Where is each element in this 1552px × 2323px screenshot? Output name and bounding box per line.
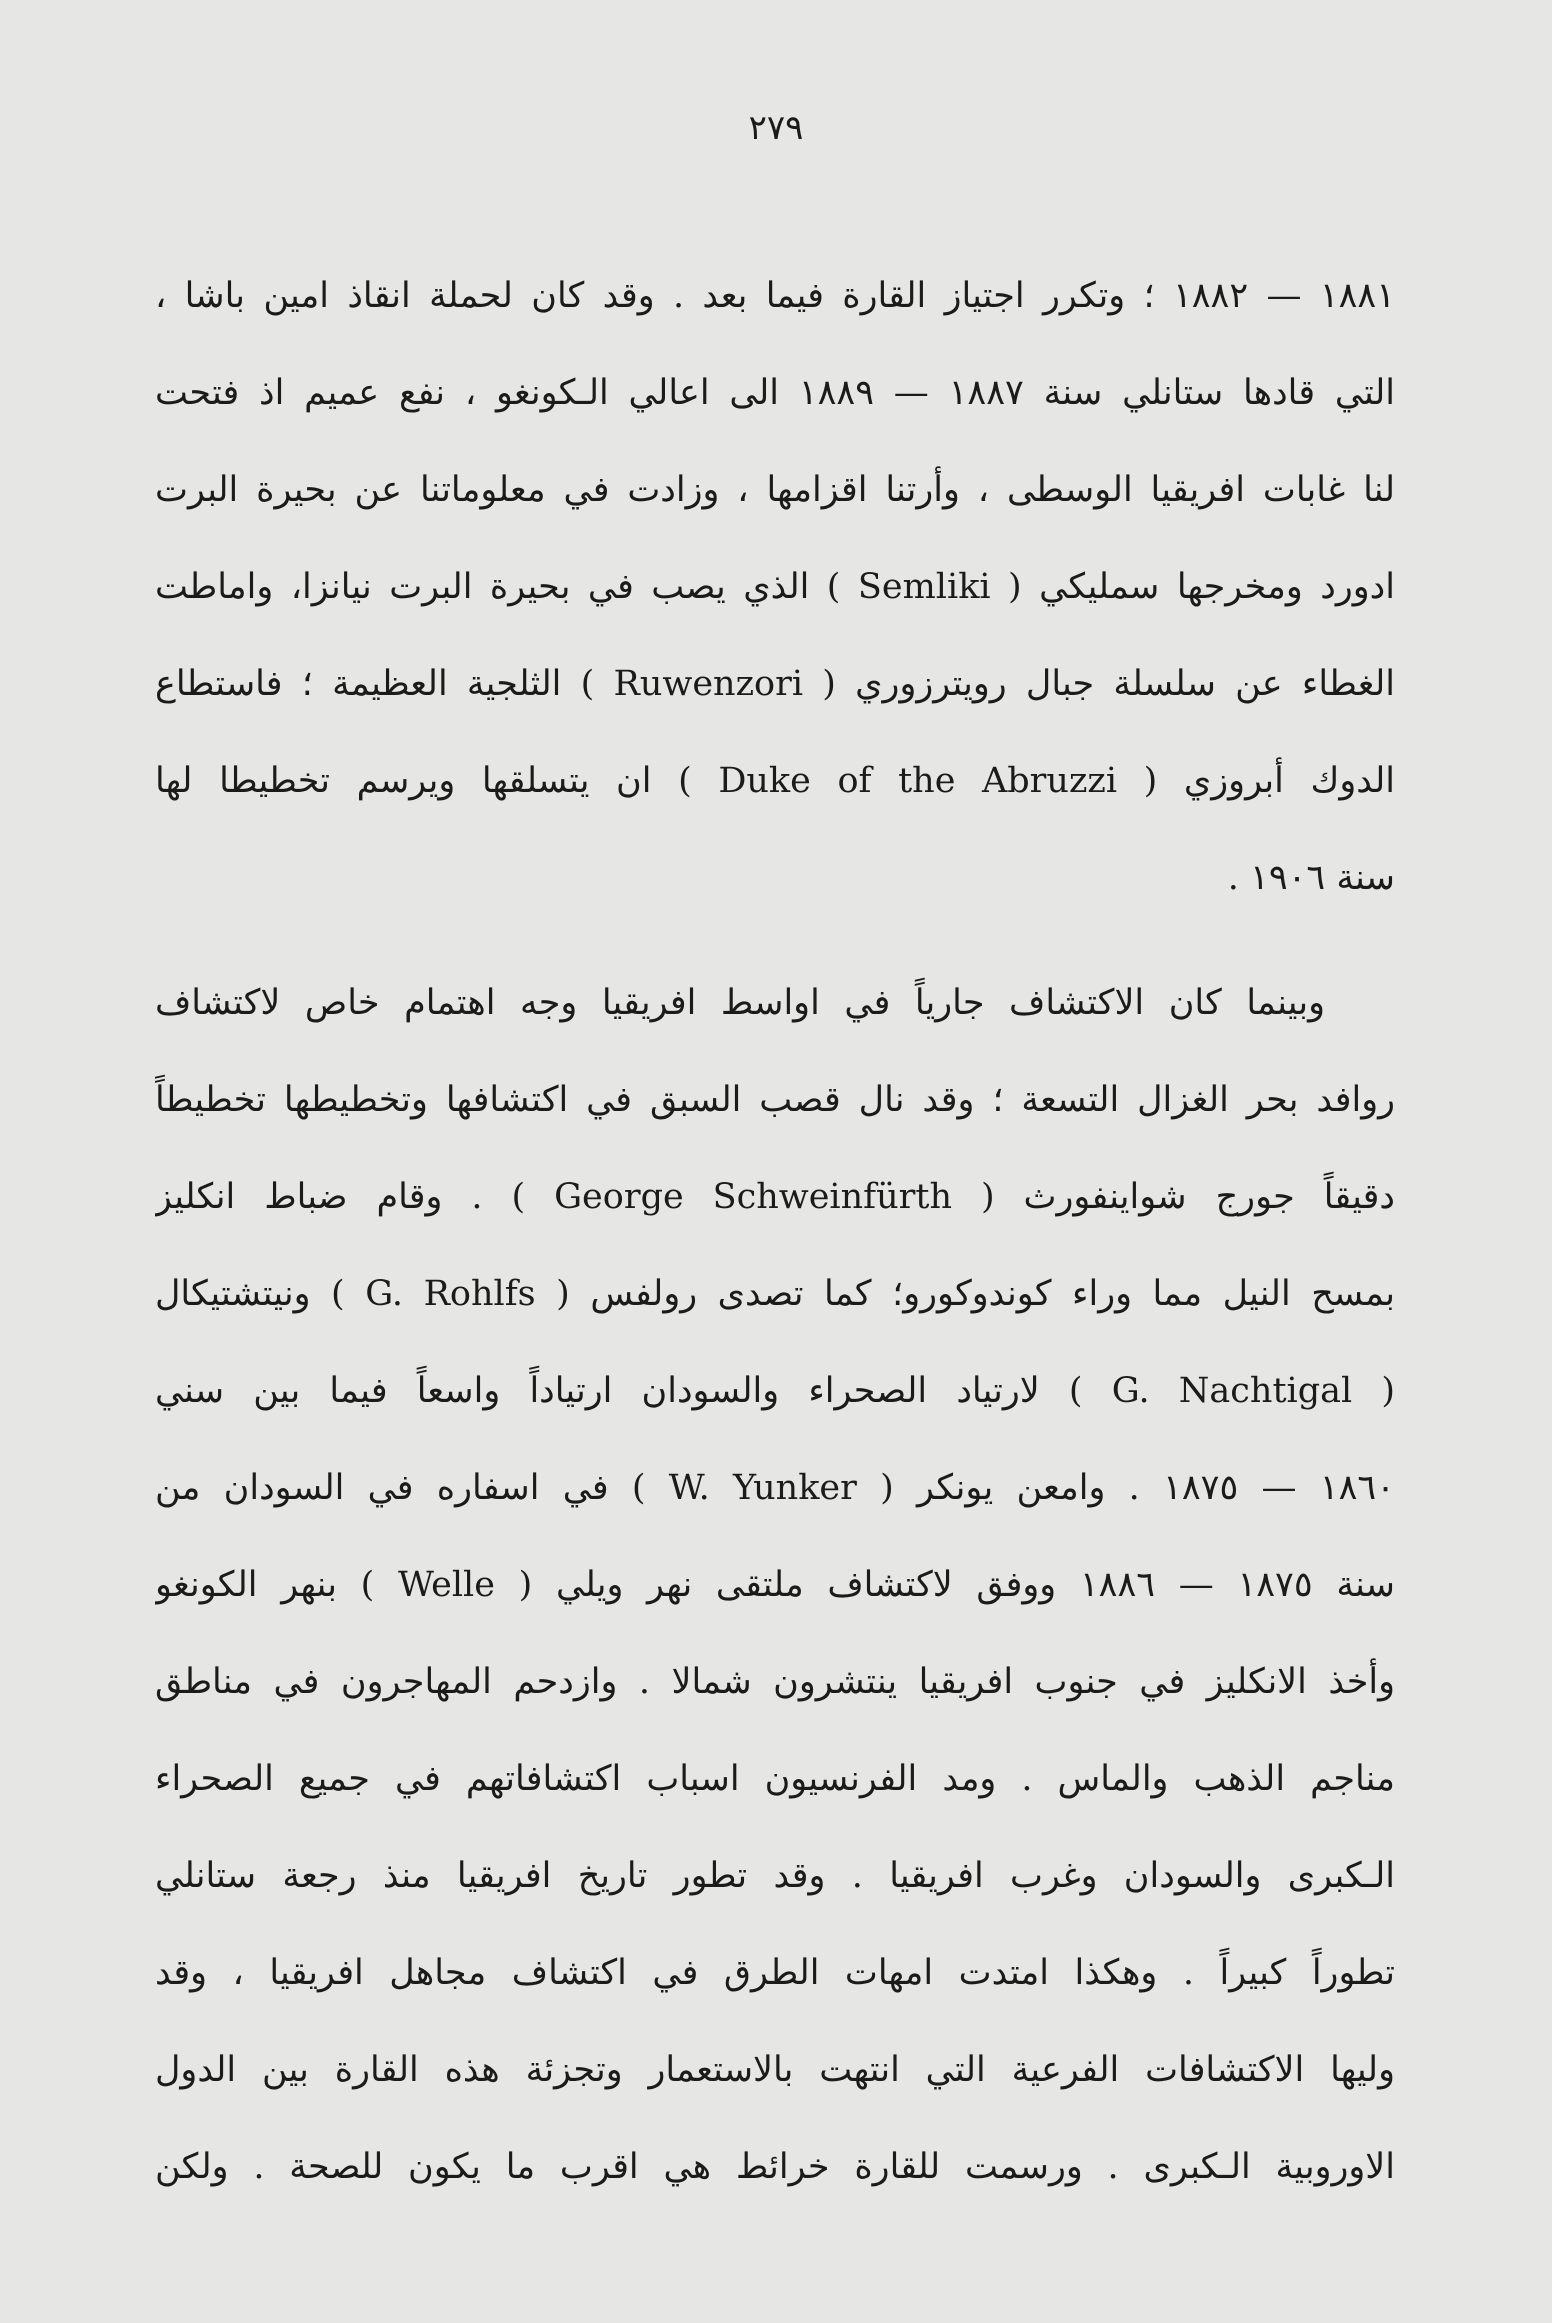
text-line: دقيقاً جورج شواينفورث ( George Schweinfürth ) . وقام ضباط انكليز <box>155 1177 1395 1217</box>
text-line: الغطاء عن سلسلة جبال رويترزوري ( Ruwenzori ) الثلجية العظيمة ؛ فاستطاع <box>155 664 1395 704</box>
text-line: وليها الاكتشافات الفرعية التي انتهت بالاستعمار وتجزئة هذه القارة بين الدول <box>155 2050 1395 2090</box>
text-line: ( G. Nachtigal ) لارتياد الصحراء والسودان ارتياداً واسعاً فيما بين سني <box>155 1371 1395 1411</box>
paragraph-2 <box>155 955 1395 2216</box>
paragraph-1 <box>155 248 1395 927</box>
text-line: ادورد ومخرجها سمليكي ( Semliki ) الذي يصب في بحيرة البرت نيانزا، واماطت <box>155 567 1395 607</box>
page-number: ٢٧٩ <box>748 108 804 148</box>
text-line: روافد بحر الغزال التسعة ؛ وقد نال قصب السبق في اكتشافها وتخطيطها تخطيطاً <box>155 1080 1395 1120</box>
text-line: ١٨٨١ — ١٨٨٢ ؛ وتكرر اجتياز القارة فيما بعد . وقد كان لحملة انقاذ امين باشا ، <box>155 276 1395 316</box>
text-line: مناجم الذهب والماس . ومد الفرنسيون اسباب اكتشافاتهم في جميع الصحراء <box>155 1759 1395 1799</box>
text-line: لنا غابات افريقيا الوسطى ، وأرتنا اقزامها ، وزادت في معلوماتنا عن بحيرة البرت <box>155 470 1395 510</box>
text-line: الاوروبية الـكبرى . ورسمت للقارة خرائط هي اقرب ما يكون للصحة . ولكن <box>155 2147 1395 2187</box>
text-line: تطوراً كبيراً . وهكذا امتدت امهات الطرق في اكتشاف مجاهل افريقيا ، وقد <box>155 1953 1395 1993</box>
text-line: الدوك أبروزي ( Duke of the Abruzzi ) ان يتسلقها ويرسم تخطيطا لها <box>155 761 1395 801</box>
text-line: سنة ١٩٠٦ . <box>1227 858 1395 898</box>
text-line: وأخذ الانكليز في جنوب افريقيا ينتشرون شمالا . وازدحم المهاجرون في مناطق <box>155 1662 1395 1702</box>
text-line: التي قادها ستانلي سنة ١٨٨٧ — ١٨٨٩ الى اعالي الـكونغو ، نفع عميم اذ فتحت <box>155 373 1395 413</box>
text-line: وبينما كان الاكتشاف جارياً في اواسط افريقيا وجه اهتمام خاص لاكتشاف <box>155 983 1325 1023</box>
text-line: سنة ١٨٧٥ — ١٨٨٦ ووفق لاكتشاف ملتقى نهر ويلي ( Welle ) بنهر الكونغو <box>155 1565 1395 1605</box>
text-line: ١٨٦٠ — ١٨٧٥ . وامعن يونكر ( W. Yunker ) في اسفاره في السودان من <box>155 1468 1395 1508</box>
text-line: بمسح النيل مما وراء كوندوكورو؛ كما تصدى رولفس ( G. Rohlfs ) ونيتشتيكال <box>155 1274 1395 1314</box>
text-line: الـكبرى والسودان وغرب افريقيا . وقد تطور تاريخ افريقيا منذ رجعة ستانلي <box>155 1856 1395 1896</box>
